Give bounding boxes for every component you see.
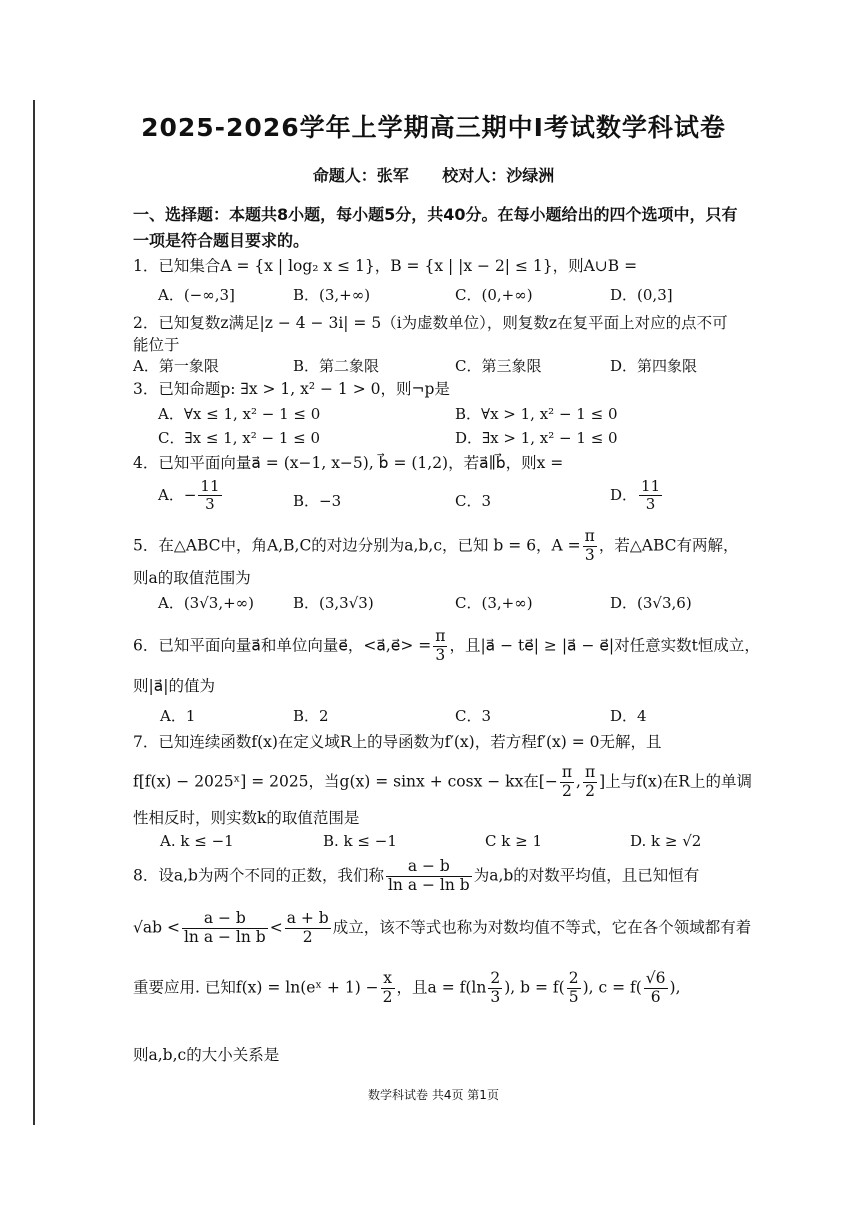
q4-option-a-label: A．− [158, 485, 197, 504]
q8-l1-num: a − b [386, 858, 472, 877]
q6-stem-post: ，且|a⃗ − te⃗| ≥ |a⃗ − e⃗|对任意实数t恒成立， [449, 636, 760, 655]
q8-l3-fraction-2 [488, 970, 502, 1007]
q5-option-c: C．(3,+∞) [455, 594, 533, 612]
q3-option-c: C．∃x ≤ 1, x² − 1 ≤ 0 [158, 429, 321, 447]
q7-stem2-pre: f[f(x) − 2025ˣ] = 2025，当g(x) = sinx + cosx − kx在[− [133, 772, 558, 791]
q4-option-a-fraction [198, 478, 221, 514]
q8-l3-mid1: ，且a = f(ln [396, 978, 487, 997]
page-title: 2025-2026学年上学期高三期中Ⅰ考试数学科试卷 [141, 113, 726, 142]
q7-fraction-1 [560, 764, 574, 801]
section-heading-line1: 一、选择题：本题共8小题，每小题5分，共40分。在每小题给出的四个选项中，只有 [133, 205, 738, 224]
q1-option-a: A．(−∞,3] [158, 286, 235, 304]
q8-l1-fraction [386, 858, 472, 895]
q2-option-c: C．第三象限 [455, 357, 542, 375]
q6-option-b: B．2 [293, 707, 329, 725]
page-footer: 数学科试卷 共4页 第1页 [368, 1088, 499, 1102]
q8-l3-fraction-3 [567, 970, 581, 1007]
q4-option-a-den: 3 [205, 495, 215, 514]
q8-l2-num2: a + b [286, 909, 329, 927]
q5-stem-pre: 5．在△ABC中，角A,B,C的对边分别为a,b,c，已知 b = 6，A = [133, 536, 581, 555]
q6-option-a: A．1 [160, 707, 196, 725]
q8-l3-den2: 3 [490, 987, 501, 1006]
q8-line2 [133, 910, 751, 947]
q5-option-d: D．(3√3,6) [610, 594, 692, 612]
q8-l3-num4: √6 [645, 969, 666, 987]
q6-option-d: D．4 [610, 707, 647, 725]
q6-option-c: C．3 [455, 707, 492, 725]
q8-l3-den3: 5 [568, 987, 579, 1006]
q4-option-d-num: 11 [641, 477, 661, 495]
section-heading-line2: 一项是符合题目要求的。 [133, 231, 310, 250]
q3-option-b: B．∀x > 1, x² − 1 ≤ 0 [455, 405, 618, 423]
q7-stem-line3: 性相反时，则实数k的取值范围是 [133, 809, 360, 827]
q7-option-c: C k ≥ 1 [485, 832, 542, 850]
q4-option-c: C．3 [455, 492, 492, 510]
q8-l3-fraction-4 [644, 970, 668, 1007]
q2-option-a: A．第一象限 [133, 357, 219, 375]
q8-l3-fraction-1 [381, 970, 395, 1007]
q4-option-a [158, 478, 224, 514]
checker: 校对人：沙绿洲 [442, 166, 555, 185]
q8-l3-num1: x [381, 970, 395, 989]
q6-stem-line2: 则|a⃗|的值为 [133, 677, 215, 695]
q8-l3-den1: 2 [382, 987, 393, 1006]
q8-line3 [133, 970, 681, 1007]
q4-option-b: B．−3 [293, 492, 342, 510]
q8-l2-den2: 2 [302, 927, 313, 946]
q1-option-c: C．(0,+∞) [455, 286, 533, 304]
q8-l3-den4: 6 [650, 987, 661, 1006]
q5-stem-post: ，若△ABC有两解， [598, 536, 739, 555]
q8-l2-post: 成立，该不等式也称为对数均值不等式，它在各个领域都有着 [332, 918, 752, 937]
q3-stem: 3．已知命题p: ∃x > 1, x² − 1 > 0，则¬p是 [133, 380, 450, 398]
q3-option-d: D．∃x > 1, x² − 1 ≤ 0 [455, 429, 618, 447]
q8-l2-den1: ln a − ln b [183, 927, 266, 946]
q7-stem-line2 [133, 764, 752, 801]
q8-line4: 则a,b,c的大小关系是 [133, 1046, 280, 1064]
q8-l2-fraction-1 [182, 910, 268, 947]
q5-fraction-den: 3 [584, 545, 595, 564]
setter: 命题人：张军 [312, 166, 409, 185]
q2-option-b: B．第二象限 [293, 357, 380, 375]
q2-stem-line2: 能位于 [133, 336, 180, 354]
authors [0, 163, 867, 186]
q5-stem-line2: 则a的取值范围为 [133, 569, 251, 587]
q7-option-d: D. k ≥ √2 [630, 832, 702, 850]
q8-l3-num3: 2 [568, 969, 579, 987]
q8-l2-pre: √ab < [133, 918, 180, 937]
q1-stem: 1．已知集合A = {x | log₂ x ≤ 1}，B = {x | |x − 2| ≤ 1}，则A∪B = [133, 257, 638, 275]
q7-stem2-post: ]上与f(x)在R上的单调 [599, 772, 752, 791]
q4-option-a-num: 11 [200, 477, 220, 495]
q8-l1-den: ln a − ln b [387, 875, 470, 894]
q5-fraction-num: π [584, 527, 595, 545]
q8-l1-post: 为a,b的对数平均值，且已知恒有 [473, 866, 700, 885]
margin-line [33, 100, 35, 1125]
q8-l3-post: ), [669, 978, 681, 997]
q4-option-d-fraction [639, 478, 662, 514]
q8-l2-fraction-2 [285, 910, 331, 947]
q6-fraction [433, 628, 447, 665]
q5-option-b: B．(3,3√3) [293, 594, 374, 612]
q8-l3-mid3: ), c = f( [582, 978, 642, 997]
q1-option-d: D．(0,3] [610, 286, 673, 304]
q3-option-a: A．∀x ≤ 1, x² − 1 ≤ 0 [158, 405, 321, 423]
q6-stem-line1 [133, 628, 760, 665]
q7-option-b: B. k ≤ −1 [323, 832, 397, 850]
q7-fraction-2 [583, 764, 597, 801]
q7-fraction-1-den: 2 [562, 781, 572, 800]
q4-option-d-den: 3 [645, 495, 656, 514]
q8-l3-pre: 重要应用. 已知f(x) = ln(eˣ + 1) − [133, 978, 379, 997]
q8-l2-num1: a − b [182, 910, 268, 929]
q8-l2-lt: < [269, 918, 283, 937]
q8-l3-num2: 2 [490, 969, 501, 987]
q5-fraction [583, 528, 597, 565]
q7-stem2-mid: , [576, 772, 581, 791]
q1-option-b: B．(3,+∞) [293, 286, 371, 304]
q8-l1-pre: 8．设a,b为两个不同的正数，我们称 [133, 866, 384, 885]
q2-option-d: D．第四象限 [610, 357, 698, 375]
q8-line1 [133, 858, 699, 895]
q7-option-a: A. k ≤ −1 [160, 832, 234, 850]
q4-option-d [610, 478, 664, 514]
q5-option-a: A．(3√3,+∞) [158, 594, 255, 612]
q7-fraction-2-den: 2 [585, 781, 595, 800]
q4-stem: 4．已知平面向量a⃗ = (x−1, x−5), b⃗ = (1,2)，若a⃗∥b⃗，则x = [133, 454, 564, 472]
q4-option-d-label: D． [610, 485, 638, 504]
q7-stem-line1: 7．已知连续函数f(x)在定义域R上的导函数为f′(x)，若方程f′(x) = 0无解，且 [133, 733, 662, 751]
q2-stem-line1: 2．已知复数z满足|z − 4 − 3i| = 5（i为虚数单位），则复数z在复平面上对应的点不可 [133, 314, 728, 332]
q5-stem-line1 [133, 528, 739, 565]
q6-stem-pre: 6．已知平面向量a⃗和单位向量e⃗，<a⃗,e⃗> = [133, 636, 432, 655]
q6-fraction-num: π [435, 627, 446, 645]
q7-fraction-2-num: π [584, 763, 596, 781]
q7-fraction-1-num: π [561, 763, 573, 781]
q6-fraction-den: 3 [435, 645, 446, 664]
q8-l3-mid2: ), b = f( [504, 978, 565, 997]
